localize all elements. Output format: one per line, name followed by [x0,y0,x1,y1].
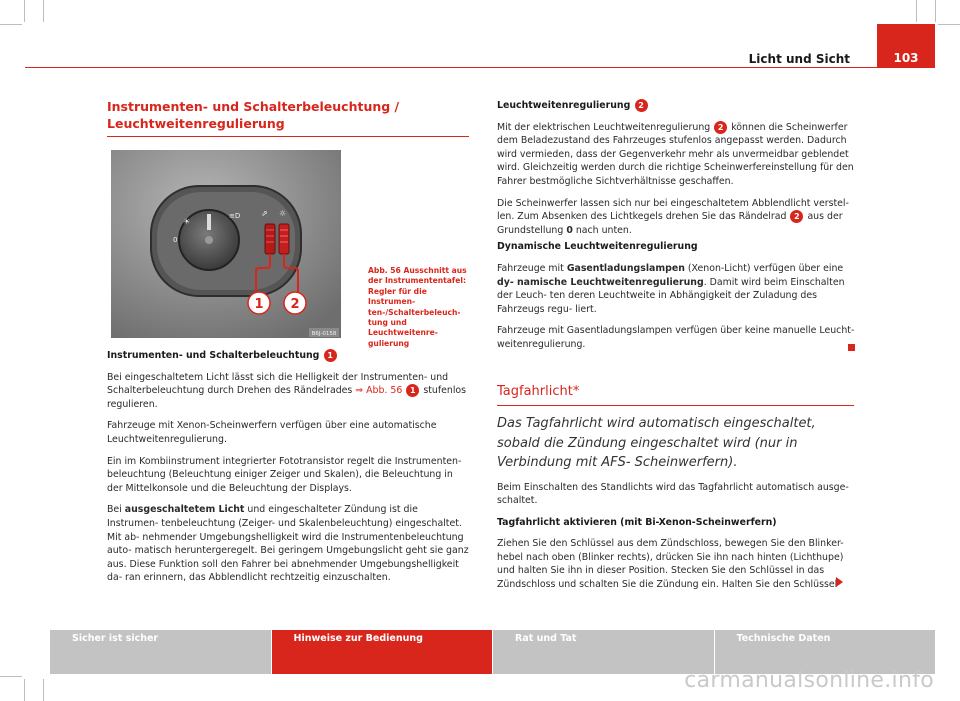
bold-term: 0 [566,224,573,236]
right-subhead-1-text: Leuchtweitenregulierung [497,100,631,111]
crop-mark [24,0,25,22]
crop-mark [24,679,25,701]
footer-tab-rat-und-tat[interactable]: Rat und Tat [493,630,714,674]
right-paragraph-3 [497,262,855,316]
text-span: stufenlos regulieren. [107,385,467,410]
marker-2: 2 [790,210,803,223]
svg-text:0: 0 [173,236,178,244]
text-span: aus der Grundstellung [497,211,843,236]
crop-mark [43,679,44,701]
text-span: (Xenon-Licht) verfügen über eine [687,262,844,274]
right-subhead-2: Dynamische Leuchtweitenregulierung [497,241,698,253]
page-number: 103 [877,24,935,68]
right-column [497,99,855,360]
text-span: Die Scheinwerfer lassen sich nur bei eingeschaltetem Abblendlicht verstel- len. Zum Absenken des Lichtkegels drehen Sie das Rändelrad [497,197,849,223]
section-end-marker [848,344,855,351]
bold-term: Gasentladungslampen [566,262,685,274]
figure-callout-2-label: 2 [290,297,300,312]
crop-mark [916,0,917,22]
footer-tab-sicher[interactable]: Sicher ist sicher [50,630,271,674]
running-header-title: Licht und Sicht [748,52,850,66]
text-span: nach unten. [575,224,632,236]
footer-tab-technische-daten[interactable]: Technische Daten [715,630,936,674]
crop-mark [935,0,936,22]
marker-2: 2 [635,99,648,112]
section-rule [497,405,854,406]
figure-caption: Abb. 56 Ausschnitt aus der Instrumententafel: Regler für die Instrumen- ten-/Schalterbeleuch- tung und Leuchtweitenre- gulierung [368,266,467,348]
svg-text:☀: ☀ [183,217,191,226]
left-body [107,349,469,593]
crop-mark [0,676,22,677]
marker-1: 1 [406,384,419,397]
text-span: Bei [107,504,122,516]
svg-text:☼: ☼ [279,209,287,218]
right-subhead-3: Tagfahrlicht aktivieren (mit Bi-Xenon-Scheinwerfern) [497,516,777,528]
watermark: carmanualsonline.info [684,668,934,693]
left-paragraph-1 [107,371,469,412]
bold-term: ausgeschaltetem Licht [124,504,245,516]
left-paragraph-3: Ein im Kombiinstrument integrierter Fototransistor regelt die Instrumenten- beleuchtung (Beleuchtung einiger Zeiger und Skalen), die Beleuchtung in der Mittelkonsole und die Beleuchtung der Displays. [107,455,462,494]
section-rule [107,136,469,137]
crop-mark [938,24,960,25]
svg-text:⇗: ⇗ [261,209,268,218]
text-span: . Damit wird beim Einschalten der Leuch- ten deren Leuchtweite in Abhängigkeit der Zuladung des Fahrzeugs regu- liert. [497,276,845,315]
crop-mark [43,0,44,22]
right-paragraph-4: Fahrzeuge mit Gasentladungslampen verfügen über keine manuelle Leucht- weitenregulierung. [497,325,855,350]
footer-tab-bedienung[interactable]: Hinweise zur Bedienung [272,630,493,674]
tagfahrlicht-lead: Das Tagfahrlicht wird automatisch eingeschaltet, sobald die Zündung eingeschaltet wird (nur in Verbindung mit AFS- Scheinwerfern). [497,416,816,470]
right-paragraph-2 [497,197,855,238]
right-paragraph-1 [497,121,855,189]
svg-text:≡D: ≡D [229,212,241,220]
section-title-line-1: Instrumenten- und Schalterbeleuchtung / [107,99,400,114]
light-switch-illustration [111,150,341,338]
header-rule [25,67,877,68]
left-paragraph-2: Fahrzeuge mit Xenon-Scheinwerfern verfügen über eine automatische Leuchtweitenregulierung. [107,420,437,445]
bold-term: dy- namische Leuchtweitenregulierung [497,276,704,288]
section-title-line-2: Leuchtweitenregulierung [107,116,285,131]
tagfahrlicht-body [497,414,855,600]
figure-callout-1-label: 1 [254,297,264,312]
continue-arrow-icon [836,577,843,587]
text-span: Mit der elektrischen Leuchtweitenregulierung [497,121,711,133]
crop-mark [0,24,22,25]
tagfahrlicht-title: Tagfahrlicht* [497,384,580,399]
text-span: können die Scheinwerfer dem Beladezustand des Fahrzeuges stufenlos angepasst werden. Dadurch wird vermieden, dass der Gegenverkehr mehr als unvermeidbar geblendet wird. Gleichzeitig werden durch die richtige Scheinwerfereinstellung für den Fahrer bestmögliche Sichtverhältnisse geschaffen. [497,121,854,187]
right-paragraph-6: Ziehen Sie den Schlüssel aus dem Zündschloss, bewegen Sie den Blinker- hebel nach oben (Blinker rechts), drücken Sie ihn nach hinten (Lichthupe) und halten Sie ihn in dieser Position. Stecken Sie den Schlüssel in das Zündschloss und schalten Sie die Zündung ein. Halten Sie den Schlüssel [497,538,844,591]
left-subhead-text: Instrumenten- und Schalterbeleuchtung [107,350,320,361]
text-span: und eingeschalteter Zündung ist die Instrumen- tenbeleuchtung (Zeiger- und Skalenbeleuchtung) eingeschaltet. Mit ab- nehmender Umgebungshelligkeit wird die Instrumentenbeleuchtung auto- matisch heruntergeregelt. Bei geringem Umgebungslicht geht sie ganz aus. Diese Funktion soll den Fahrer bei abnehmender Umgebungshelligkeit da- ran erinnern, das Abblendlicht rechtzeitig einzuschalten. [107,504,469,584]
left-subhead [107,349,469,363]
text-span: Fahrzeuge mit [497,262,564,274]
figure-code: B6J-0158 [311,331,337,337]
text-span: Bei eingeschaltetem Licht lässt sich die Helligkeit der Instrumenten- und Schalterbeleuchtung durch Drehen des Rändelrades [107,371,449,397]
marker-2: 2 [714,121,727,134]
left-column [107,98,469,137]
right-paragraph-5: Beim Einschalten des Standlichts wird das Tagfahrlicht automatisch ausge- schaltet. [497,481,849,507]
figure-instrument-panel [111,150,341,338]
right-subhead-1 [497,99,855,113]
left-paragraph-4 [107,503,469,585]
tagfahrlicht-section [497,384,854,406]
figure-reference-link[interactable]: ⇒ Abb. 56 [355,385,403,397]
marker-1: 1 [324,349,337,362]
